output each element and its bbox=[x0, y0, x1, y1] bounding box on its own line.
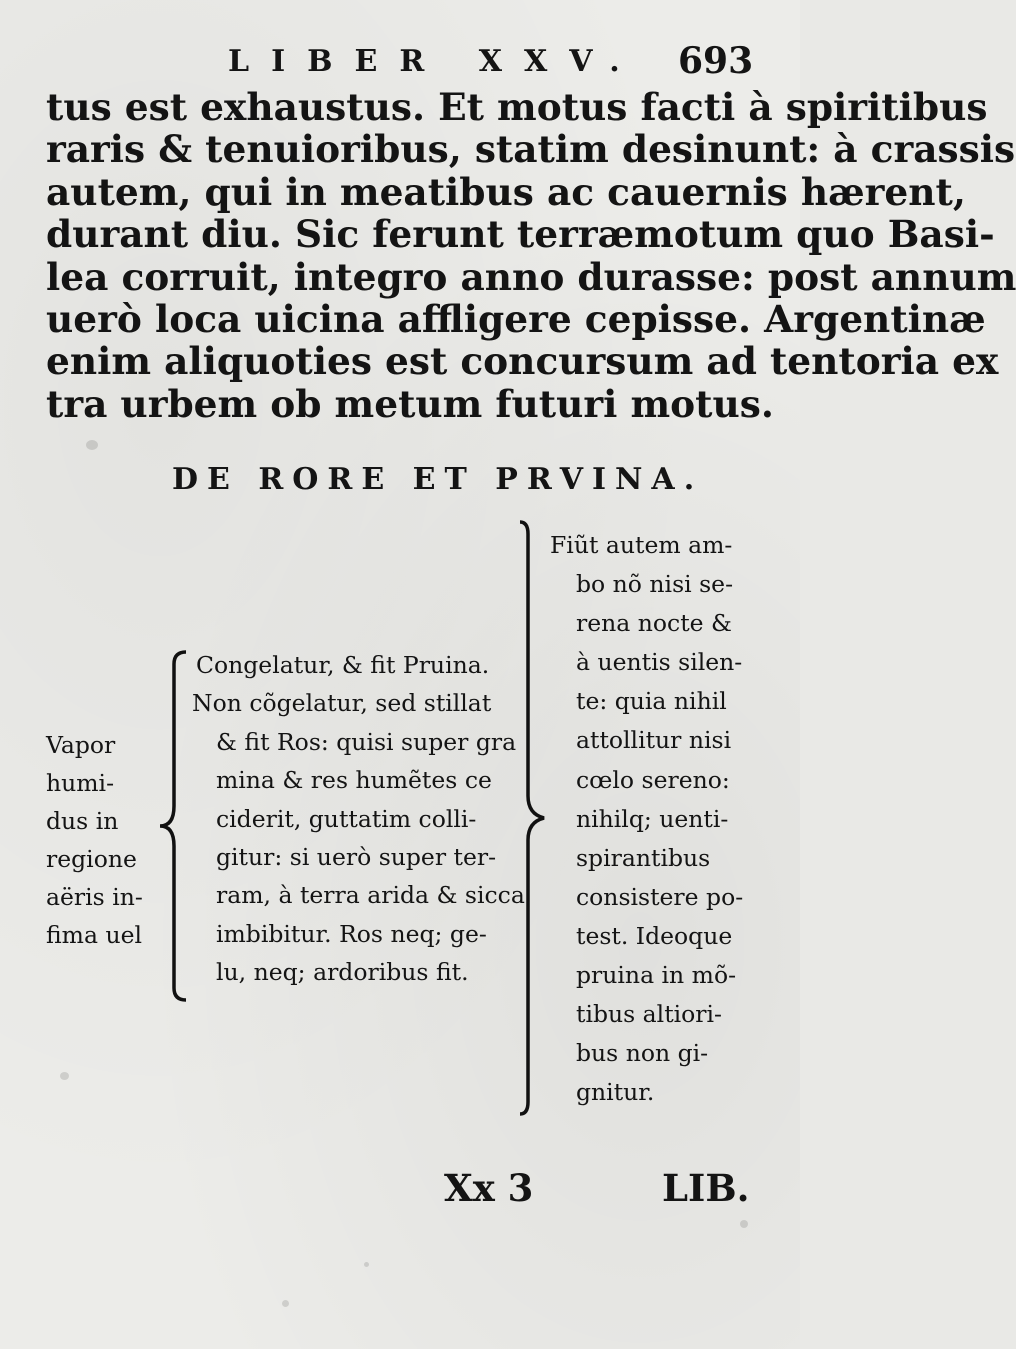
right-line: Fiũt autem am- bbox=[550, 531, 733, 559]
signature-mark: Xx 3 bbox=[444, 1166, 534, 1210]
mid-line: lu, neq; ardoribus fit. bbox=[216, 958, 469, 987]
text-line: raris & tenuioribus, statim desinunt: à crassis bbox=[46, 127, 1016, 172]
right-column bbox=[550, 526, 743, 1112]
running-head: LIBER XXV. bbox=[228, 44, 642, 79]
right-line: gnitur. bbox=[576, 1078, 655, 1107]
vapor-line: aëris in- bbox=[46, 883, 143, 911]
text-line: lea corruit, integro anno durasse: post annum bbox=[46, 254, 1016, 299]
vapor-line: dus in bbox=[46, 807, 119, 835]
right-line: consistere po- bbox=[576, 882, 744, 911]
ink-speck bbox=[364, 1262, 369, 1267]
vapor-line: humi- bbox=[46, 769, 115, 797]
text-line: tra urbem ob metum futuri motus. bbox=[46, 381, 774, 426]
left-brace bbox=[152, 646, 192, 1006]
vapor-column bbox=[46, 726, 161, 954]
page-number: 693 bbox=[678, 40, 754, 82]
mid-line: imbibitur. Ros neq; ge- bbox=[216, 919, 487, 948]
right-line: tibus altiori- bbox=[576, 1000, 722, 1029]
text-line: tus est exhaustus. Et motus facti à spiritibus bbox=[46, 85, 988, 129]
right-line: cœlo sereno: bbox=[576, 765, 730, 794]
body-paragraph bbox=[46, 85, 1016, 426]
right-line: attollitur nisi bbox=[576, 726, 732, 755]
right-line: bo nõ nisi se- bbox=[576, 570, 734, 599]
right-line: pruina in mõ- bbox=[576, 961, 737, 990]
mid-line: gitur: si uerò super ter- bbox=[216, 843, 497, 872]
vapor-line: fima uel bbox=[46, 921, 142, 949]
mid-line: ram, à terra arida & sicca bbox=[216, 881, 525, 910]
text-line: uerò loca uicina affligere cepisse. Argentinæ bbox=[46, 297, 986, 342]
ink-speck bbox=[282, 1300, 289, 1307]
mid-line: & fit Ros: quisi super gra bbox=[216, 727, 517, 756]
middle-column bbox=[192, 646, 525, 992]
vapor-line: regione bbox=[46, 845, 137, 873]
right-line: te: quia nihil bbox=[576, 687, 727, 716]
section-title: DE RORE ET PRVINA. bbox=[172, 462, 704, 497]
text-line: durant diu. Sic ferunt terræmotum quo Basi- bbox=[46, 212, 995, 257]
ink-speck bbox=[60, 1072, 69, 1080]
catchword: LIB. bbox=[662, 1166, 750, 1210]
right-line: nihilq; uenti- bbox=[576, 804, 729, 833]
right-brace bbox=[518, 516, 548, 1120]
ink-speck bbox=[740, 1220, 748, 1228]
right-line: rena nocte & bbox=[576, 609, 732, 638]
mid-line: Congelatur, & fit Pruina. bbox=[196, 651, 490, 679]
right-line: spirantibus bbox=[576, 843, 711, 872]
right-line: bus non gi- bbox=[576, 1039, 709, 1068]
text-line: enim aliquoties est concursum ad tentoria ex bbox=[46, 339, 999, 384]
mid-line: Non cõgelatur, sed stillat bbox=[192, 689, 492, 718]
mid-line: mina & res humẽtes ce bbox=[216, 766, 492, 795]
right-line: test. Ideoque bbox=[576, 921, 733, 950]
right-line: à uentis silen- bbox=[576, 648, 743, 677]
ink-speck bbox=[86, 440, 98, 450]
vapor-line: Vapor bbox=[46, 731, 116, 759]
text-line: autem, qui in meatibus ac cauernis hærent, bbox=[46, 169, 966, 214]
mid-line: ciderit, guttatim colli- bbox=[216, 804, 477, 833]
